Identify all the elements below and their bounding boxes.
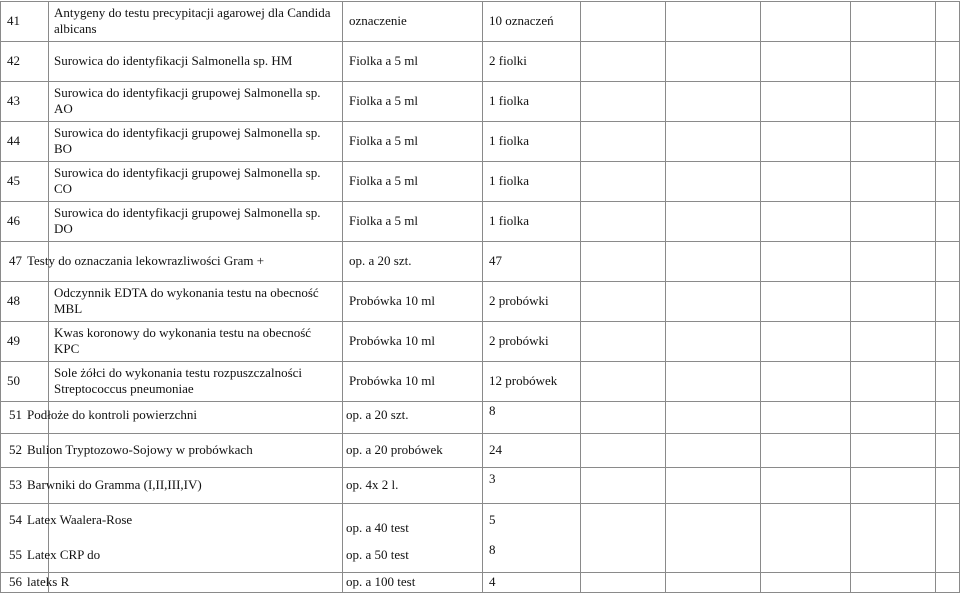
item-packaging: op. a 100 test xyxy=(346,574,416,589)
item-name: Surowica do identyfikacji Salmonella sp. HM xyxy=(54,53,293,68)
item-name: Testy do oznaczania lekowrazliwości Gram + xyxy=(27,253,265,268)
row-divider xyxy=(0,241,960,242)
item-packaging: op. a 50 test xyxy=(346,547,409,562)
row-number: 47 xyxy=(9,253,22,268)
item-packaging: Probówka 10 ml xyxy=(349,373,435,388)
item-name: Latex CRP do xyxy=(27,547,101,562)
item-packaging: oznaczenie xyxy=(349,13,407,28)
row-divider xyxy=(0,201,960,202)
row-divider xyxy=(0,321,960,322)
row-number: 42 xyxy=(7,53,20,68)
item-name: Bulion Tryptozowo-Sojowy w probówkach xyxy=(27,442,253,457)
item-packaging: Fiolka a 5 ml xyxy=(349,173,418,188)
item-name: Sole żółci do wykonania testu rozpuszczalności Streptococcus pneumoniae xyxy=(54,365,303,396)
item-packaging: op. a 40 test xyxy=(346,520,409,535)
row-divider xyxy=(0,81,960,82)
item-quantity: 1 fiolka xyxy=(489,173,530,188)
item-name: Surowica do identyfikacji grupowej Salmonella sp. DO xyxy=(54,205,321,236)
row-divider xyxy=(0,467,960,468)
item-name: lateks R xyxy=(27,574,70,589)
item-name: Surowica do identyfikacji grupowej Salmonella sp. AO xyxy=(54,85,321,116)
item-packaging: Probówka 10 ml xyxy=(349,333,435,348)
item-quantity: 24 xyxy=(489,442,502,457)
item-name: Podłoże do kontroli powierzchni xyxy=(27,407,198,422)
row-number: 44 xyxy=(7,133,20,148)
item-packaging: op. a 20 probówek xyxy=(346,442,443,457)
row-number: 51 xyxy=(9,407,22,422)
item-quantity: 4 xyxy=(489,574,496,589)
row-divider xyxy=(0,572,960,573)
item-quantity: 8 xyxy=(489,542,496,557)
item-name: Surowica do identyfikacji grupowej Salmonella sp. CO xyxy=(54,165,321,196)
row-divider xyxy=(0,361,960,362)
row-number: 43 xyxy=(7,93,20,108)
item-packaging: op. a 20 szt. xyxy=(349,253,412,268)
row-divider xyxy=(0,281,960,282)
column-divider xyxy=(760,1,761,593)
item-quantity: 1 fiolka xyxy=(489,93,530,108)
item-name: Antygeny do testu precypitacji agarowej dla Candida albicans xyxy=(54,5,331,36)
item-quantity: 8 xyxy=(489,403,496,418)
item-name: Barwniki do Gramma (I,II,III,IV) xyxy=(27,477,202,492)
row-number: 50 xyxy=(7,373,20,388)
item-packaging: op. a 20 szt. xyxy=(346,407,409,422)
item-quantity: 47 xyxy=(489,253,502,268)
item-quantity: 1 fiolka xyxy=(489,133,530,148)
row-number: 48 xyxy=(7,293,20,308)
row-divider xyxy=(0,433,960,434)
item-name: Odczynnik EDTA do wykonania testu na obecność MBL xyxy=(54,285,319,316)
item-quantity: 2 fiolki xyxy=(489,53,527,68)
column-divider xyxy=(850,1,851,593)
column-divider xyxy=(0,1,1,593)
row-number: 56 xyxy=(9,574,22,589)
row-divider xyxy=(0,503,960,504)
row-divider xyxy=(0,121,960,122)
item-packaging: op. 4x 2 l. xyxy=(346,477,399,492)
item-packaging: Probówka 10 ml xyxy=(349,293,435,308)
item-packaging: Fiolka a 5 ml xyxy=(349,213,418,228)
column-divider xyxy=(580,1,581,593)
item-quantity: 3 xyxy=(489,471,496,486)
row-divider xyxy=(0,401,960,402)
row-divider xyxy=(0,1,960,2)
row-number: 55 xyxy=(9,547,22,562)
row-number: 46 xyxy=(7,213,20,228)
item-quantity: 2 probówki xyxy=(489,333,549,348)
column-divider xyxy=(342,1,343,593)
item-quantity: 10 oznaczeń xyxy=(489,13,554,28)
item-quantity: 1 fiolka xyxy=(489,213,530,228)
row-divider xyxy=(0,41,960,42)
item-name: Surowica do identyfikacji grupowej Salmonella sp. BO xyxy=(54,125,321,156)
column-divider xyxy=(935,1,936,593)
item-packaging: Fiolka a 5 ml xyxy=(349,93,418,108)
item-packaging: Fiolka a 5 ml xyxy=(349,133,418,148)
row-divider xyxy=(0,161,960,162)
row-number: 52 xyxy=(9,442,22,457)
item-name: Kwas koronowy do wykonania testu na obecność KPC xyxy=(54,325,312,356)
item-packaging: Fiolka a 5 ml xyxy=(349,53,418,68)
item-quantity: 2 probówki xyxy=(489,293,549,308)
row-number: 53 xyxy=(9,477,22,492)
row-number: 49 xyxy=(7,333,20,348)
row-number: 41 xyxy=(7,13,20,28)
column-divider xyxy=(665,1,666,593)
column-divider xyxy=(48,1,49,593)
row-number: 45 xyxy=(7,173,20,188)
row-number: 54 xyxy=(9,512,22,527)
item-quantity: 12 probówek xyxy=(489,373,558,388)
item-name: Latex Waalera-Rose xyxy=(27,512,133,527)
column-divider xyxy=(482,1,483,593)
item-quantity: 5 xyxy=(489,512,496,527)
